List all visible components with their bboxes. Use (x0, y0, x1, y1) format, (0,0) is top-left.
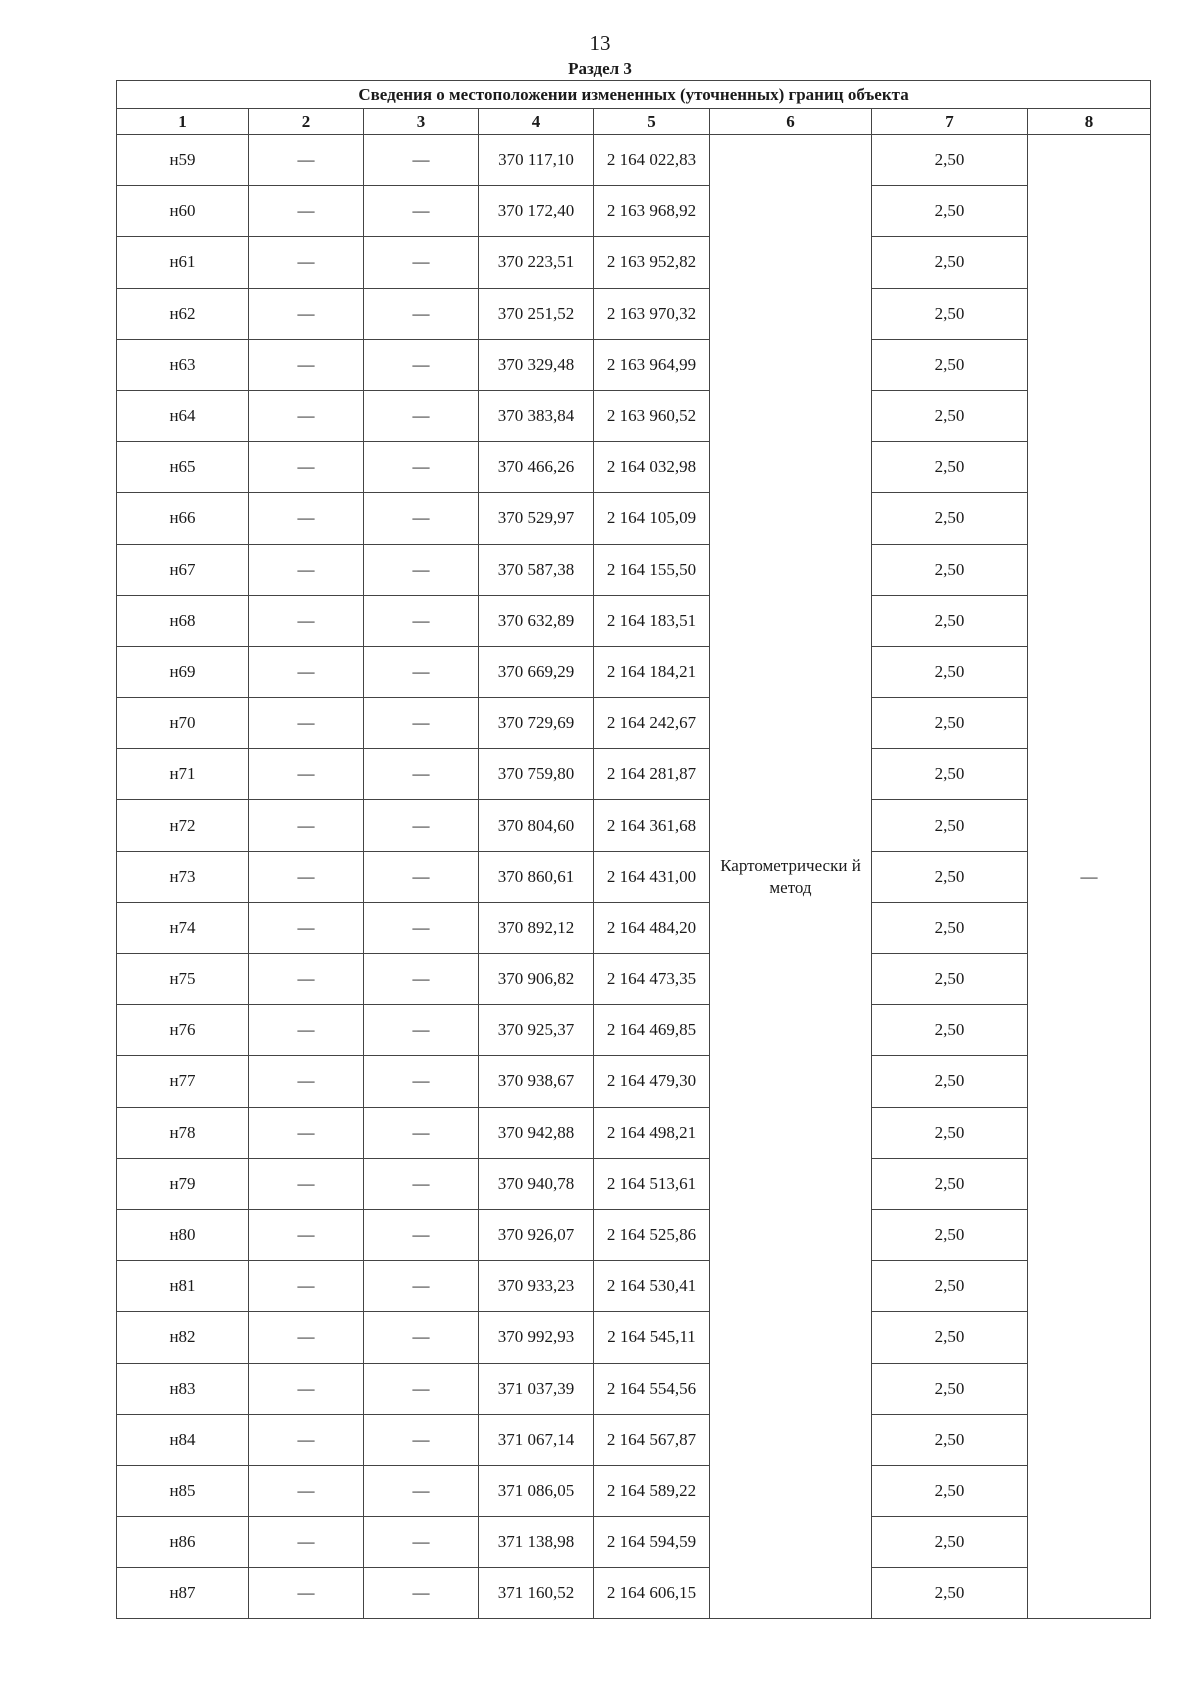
col2-cell: — (249, 186, 364, 237)
col2-cell: — (249, 1414, 364, 1465)
table-row (117, 800, 1151, 851)
col3-cell: — (364, 1209, 479, 1260)
table-row (117, 186, 1151, 237)
y-coordinate-cell: 2 164 606,15 (594, 1568, 710, 1619)
accuracy-cell: 2,50 (872, 1414, 1028, 1465)
col2-cell: — (249, 800, 364, 851)
x-coordinate-cell: 370 632,89 (479, 595, 594, 646)
x-coordinate-cell: 370 383,84 (479, 390, 594, 441)
point-id-cell: н60 (117, 186, 249, 237)
x-coordinate-cell: 370 942,88 (479, 1107, 594, 1158)
x-coordinate-cell: 370 892,12 (479, 902, 594, 953)
col3-cell: — (364, 595, 479, 646)
x-coordinate-cell: 371 086,05 (479, 1465, 594, 1516)
point-id-cell: н84 (117, 1414, 249, 1465)
x-coordinate-cell: 370 729,69 (479, 698, 594, 749)
point-id-cell: н85 (117, 1465, 249, 1516)
column-number-7: 7 (872, 109, 1028, 135)
table-row (117, 339, 1151, 390)
table-row (117, 1363, 1151, 1414)
y-coordinate-cell: 2 164 469,85 (594, 1005, 710, 1056)
x-coordinate-cell: 370 938,67 (479, 1056, 594, 1107)
accuracy-cell: 2,50 (872, 493, 1028, 544)
table-row (117, 1209, 1151, 1260)
table-row (117, 1517, 1151, 1568)
x-coordinate-cell: 370 466,26 (479, 442, 594, 493)
x-coordinate-cell: 370 529,97 (479, 493, 594, 544)
y-coordinate-cell: 2 163 964,99 (594, 339, 710, 390)
x-coordinate-cell: 371 160,52 (479, 1568, 594, 1619)
table-row (117, 1261, 1151, 1312)
col3-cell: — (364, 749, 479, 800)
table-row (117, 1568, 1151, 1619)
x-coordinate-cell: 370 940,78 (479, 1158, 594, 1209)
y-coordinate-cell: 2 164 498,21 (594, 1107, 710, 1158)
section-title: Раздел 3 (568, 59, 632, 78)
col2-cell: — (249, 339, 364, 390)
x-coordinate-cell: 370 926,07 (479, 1209, 594, 1260)
table-row (117, 1465, 1151, 1516)
y-coordinate-cell: 2 164 242,67 (594, 698, 710, 749)
point-id-cell: н68 (117, 595, 249, 646)
table-row (117, 493, 1151, 544)
method-cell: Картометрически й метод (710, 135, 872, 1619)
y-coordinate-cell: 2 163 970,32 (594, 288, 710, 339)
y-coordinate-cell: 2 164 513,61 (594, 1158, 710, 1209)
point-id-cell: н69 (117, 646, 249, 697)
col2-cell: — (249, 442, 364, 493)
table-row (117, 851, 1151, 902)
col2-cell: — (249, 493, 364, 544)
point-id-cell: н65 (117, 442, 249, 493)
accuracy-cell: 2,50 (872, 544, 1028, 595)
col2-cell: — (249, 1158, 364, 1209)
accuracy-cell: 2,50 (872, 1465, 1028, 1516)
accuracy-cell: 2,50 (872, 1568, 1028, 1619)
column-number-3: 3 (364, 109, 479, 135)
accuracy-cell: 2,50 (872, 1005, 1028, 1056)
accuracy-cell: 2,50 (872, 1056, 1028, 1107)
point-id-cell: н80 (117, 1209, 249, 1260)
x-coordinate-cell: 370 587,38 (479, 544, 594, 595)
table-row (117, 646, 1151, 697)
y-coordinate-cell: 2 164 589,22 (594, 1465, 710, 1516)
col2-cell: — (249, 646, 364, 697)
column-number-1: 1 (117, 109, 249, 135)
point-id-cell: н62 (117, 288, 249, 339)
col3-cell: — (364, 1158, 479, 1209)
col2-cell: — (249, 1568, 364, 1619)
col2-cell: — (249, 1056, 364, 1107)
col3-cell: — (364, 902, 479, 953)
x-coordinate-cell: 371 067,14 (479, 1414, 594, 1465)
accuracy-cell: 2,50 (872, 902, 1028, 953)
x-coordinate-cell: 370 117,10 (479, 135, 594, 186)
table-row (117, 237, 1151, 288)
col2-cell: — (249, 595, 364, 646)
accuracy-cell: 2,50 (872, 1312, 1028, 1363)
x-coordinate-cell: 370 933,23 (479, 1261, 594, 1312)
accuracy-cell: 2,50 (872, 1158, 1028, 1209)
col3-cell: — (364, 1568, 479, 1619)
column-number-2: 2 (249, 109, 364, 135)
col2-cell: — (249, 1363, 364, 1414)
col2-cell: — (249, 698, 364, 749)
accuracy-cell: 2,50 (872, 442, 1028, 493)
col3-cell: — (364, 646, 479, 697)
y-coordinate-cell: 2 163 968,92 (594, 186, 710, 237)
col3-cell: — (364, 800, 479, 851)
table-body (117, 135, 1151, 1619)
x-coordinate-cell: 371 037,39 (479, 1363, 594, 1414)
accuracy-cell: 2,50 (872, 698, 1028, 749)
point-id-cell: н81 (117, 1261, 249, 1312)
col3-cell: — (364, 135, 479, 186)
page-number: 13 (589, 31, 611, 55)
point-id-cell: н86 (117, 1517, 249, 1568)
point-id-cell: н64 (117, 390, 249, 441)
accuracy-cell: 2,50 (872, 237, 1028, 288)
point-id-cell: н75 (117, 954, 249, 1005)
col2-cell: — (249, 288, 364, 339)
y-coordinate-cell: 2 164 155,50 (594, 544, 710, 595)
col2-cell: — (249, 1465, 364, 1516)
point-id-cell: н63 (117, 339, 249, 390)
col3-cell: — (364, 698, 479, 749)
y-coordinate-cell: 2 164 032,98 (594, 442, 710, 493)
point-id-cell: н66 (117, 493, 249, 544)
col2-cell: — (249, 902, 364, 953)
col2-cell: — (249, 237, 364, 288)
point-id-cell: н59 (117, 135, 249, 186)
col3-cell: — (364, 544, 479, 595)
table-row (117, 595, 1151, 646)
col3-cell: — (364, 390, 479, 441)
table-row (117, 698, 1151, 749)
col2-cell: — (249, 135, 364, 186)
table-caption: Сведения о местоположении измененных (уточненных) границ объекта (117, 81, 1151, 109)
col2-cell: — (249, 1517, 364, 1568)
accuracy-cell: 2,50 (872, 186, 1028, 237)
point-id-cell: н71 (117, 749, 249, 800)
x-coordinate-cell: 370 906,82 (479, 954, 594, 1005)
col2-cell: — (249, 1107, 364, 1158)
table-row (117, 749, 1151, 800)
point-id-cell: н67 (117, 544, 249, 595)
y-coordinate-cell: 2 163 960,52 (594, 390, 710, 441)
col2-cell: — (249, 1209, 364, 1260)
x-coordinate-cell: 370 329,48 (479, 339, 594, 390)
col3-cell: — (364, 442, 479, 493)
y-coordinate-cell: 2 164 184,21 (594, 646, 710, 697)
accuracy-cell: 2,50 (872, 1209, 1028, 1260)
col3-cell: — (364, 186, 479, 237)
point-id-cell: н77 (117, 1056, 249, 1107)
y-coordinate-cell: 2 164 567,87 (594, 1414, 710, 1465)
col3-cell: — (364, 1261, 479, 1312)
accuracy-cell: 2,50 (872, 1261, 1028, 1312)
col8-cell: — (1028, 135, 1151, 1619)
x-coordinate-cell: 370 804,60 (479, 800, 594, 851)
y-coordinate-cell: 2 164 361,68 (594, 800, 710, 851)
col3-cell: — (364, 1465, 479, 1516)
column-number-8: 8 (1028, 109, 1151, 135)
table-row (117, 1107, 1151, 1158)
table-row (117, 1056, 1151, 1107)
point-id-cell: н70 (117, 698, 249, 749)
point-id-cell: н79 (117, 1158, 249, 1209)
y-coordinate-cell: 2 164 594,59 (594, 1517, 710, 1568)
accuracy-cell: 2,50 (872, 954, 1028, 1005)
accuracy-cell: 2,50 (872, 1107, 1028, 1158)
point-id-cell: н74 (117, 902, 249, 953)
col3-cell: — (364, 1107, 479, 1158)
col3-cell: — (364, 1056, 479, 1107)
y-coordinate-cell: 2 164 022,83 (594, 135, 710, 186)
table-row (117, 390, 1151, 441)
col3-cell: — (364, 339, 479, 390)
table-row (117, 1312, 1151, 1363)
x-coordinate-cell: 370 992,93 (479, 1312, 594, 1363)
col2-cell: — (249, 1261, 364, 1312)
table-row (117, 1005, 1151, 1056)
x-coordinate-cell: 370 925,37 (479, 1005, 594, 1056)
x-coordinate-cell: 370 172,40 (479, 186, 594, 237)
col3-cell: — (364, 1363, 479, 1414)
y-coordinate-cell: 2 164 105,09 (594, 493, 710, 544)
accuracy-cell: 2,50 (872, 135, 1028, 186)
table-row (117, 1414, 1151, 1465)
table-row (117, 135, 1151, 186)
accuracy-cell: 2,50 (872, 1517, 1028, 1568)
table-row (117, 902, 1151, 953)
col3-cell: — (364, 851, 479, 902)
point-id-cell: н78 (117, 1107, 249, 1158)
col3-cell: — (364, 1005, 479, 1056)
y-coordinate-cell: 2 164 530,41 (594, 1261, 710, 1312)
col3-cell: — (364, 1414, 479, 1465)
col3-cell: — (364, 1517, 479, 1568)
accuracy-cell: 2,50 (872, 1363, 1028, 1414)
y-coordinate-cell: 2 164 281,87 (594, 749, 710, 800)
x-coordinate-cell: 370 669,29 (479, 646, 594, 697)
accuracy-cell: 2,50 (872, 646, 1028, 697)
col2-cell: — (249, 749, 364, 800)
column-number-6: 6 (710, 109, 872, 135)
col2-cell: — (249, 544, 364, 595)
table-row (117, 442, 1151, 493)
accuracy-cell: 2,50 (872, 595, 1028, 646)
accuracy-cell: 2,50 (872, 339, 1028, 390)
x-coordinate-cell: 370 251,52 (479, 288, 594, 339)
table-row (117, 288, 1151, 339)
col3-cell: — (364, 954, 479, 1005)
point-id-cell: н61 (117, 237, 249, 288)
point-id-cell: н73 (117, 851, 249, 902)
x-coordinate-cell: 370 223,51 (479, 237, 594, 288)
y-coordinate-cell: 2 164 545,11 (594, 1312, 710, 1363)
y-coordinate-cell: 2 164 484,20 (594, 902, 710, 953)
y-coordinate-cell: 2 164 431,00 (594, 851, 710, 902)
table-row (117, 1158, 1151, 1209)
col3-cell: — (364, 1312, 479, 1363)
accuracy-cell: 2,50 (872, 288, 1028, 339)
y-coordinate-cell: 2 164 554,56 (594, 1363, 710, 1414)
accuracy-cell: 2,50 (872, 851, 1028, 902)
x-coordinate-cell: 371 138,98 (479, 1517, 594, 1568)
col2-cell: — (249, 1312, 364, 1363)
point-id-cell: н87 (117, 1568, 249, 1619)
column-number-5: 5 (594, 109, 710, 135)
accuracy-cell: 2,50 (872, 800, 1028, 851)
accuracy-cell: 2,50 (872, 390, 1028, 441)
point-id-cell: н72 (117, 800, 249, 851)
col3-cell: — (364, 237, 479, 288)
y-coordinate-cell: 2 164 479,30 (594, 1056, 710, 1107)
table-row (117, 954, 1151, 1005)
boundary-coordinates-table (116, 80, 1151, 1619)
y-coordinate-cell: 2 164 183,51 (594, 595, 710, 646)
point-id-cell: н82 (117, 1312, 249, 1363)
accuracy-cell: 2,50 (872, 749, 1028, 800)
column-numbers-row (117, 109, 1151, 135)
y-coordinate-cell: 2 163 952,82 (594, 237, 710, 288)
col2-cell: — (249, 954, 364, 1005)
col3-cell: — (364, 288, 479, 339)
table-caption-row (117, 81, 1151, 109)
y-coordinate-cell: 2 164 473,35 (594, 954, 710, 1005)
column-number-4: 4 (479, 109, 594, 135)
col2-cell: — (249, 390, 364, 441)
x-coordinate-cell: 370 860,61 (479, 851, 594, 902)
table-row (117, 544, 1151, 595)
col2-cell: — (249, 1005, 364, 1056)
x-coordinate-cell: 370 759,80 (479, 749, 594, 800)
col2-cell: — (249, 851, 364, 902)
y-coordinate-cell: 2 164 525,86 (594, 1209, 710, 1260)
point-id-cell: н83 (117, 1363, 249, 1414)
col3-cell: — (364, 493, 479, 544)
point-id-cell: н76 (117, 1005, 249, 1056)
